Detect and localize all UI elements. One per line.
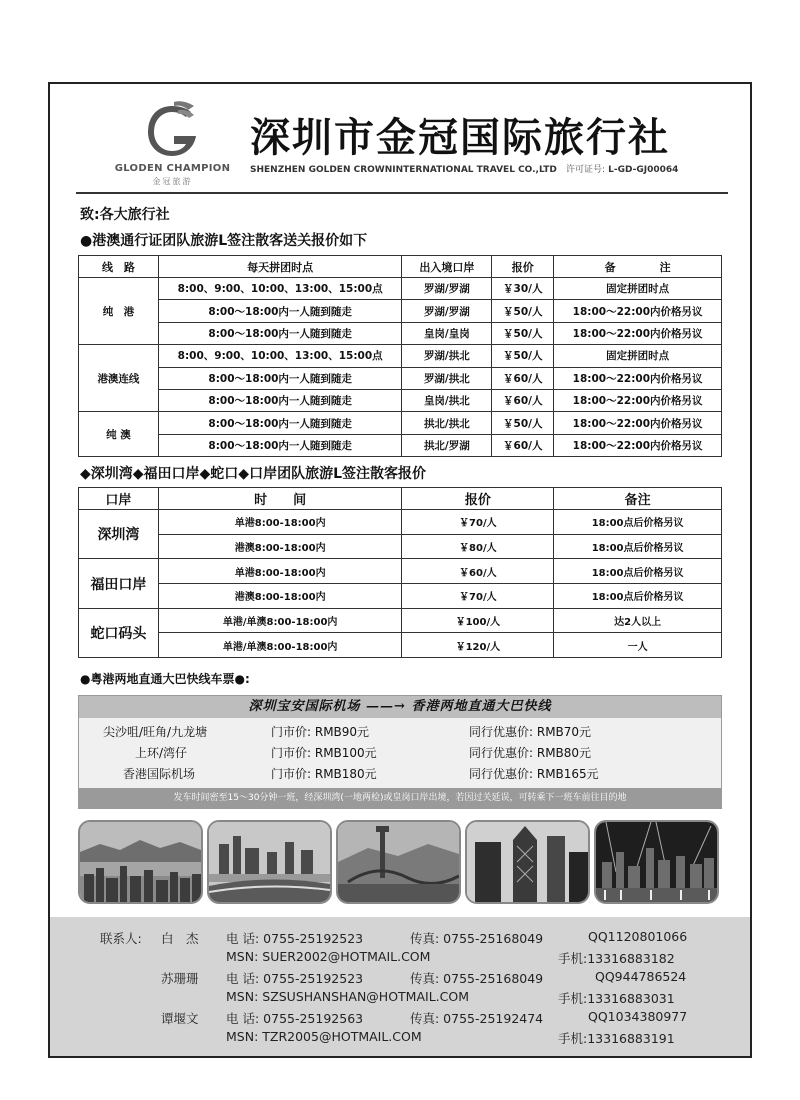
header-cell: 每天拼团时点 — [158, 256, 402, 278]
table-header-row — [79, 256, 722, 278]
time-cell: 8:00～18:00内一人随到随走 — [158, 412, 402, 434]
contact-phone: 电 话: 0755-25192523 — [226, 971, 364, 986]
table-row — [79, 367, 722, 389]
table-header-row — [79, 488, 722, 510]
price-cell: ￥60/人 — [402, 559, 554, 584]
contact-qq: QQ1034380977 — [588, 1009, 688, 1024]
contact-mobile: 手机:13316883182 — [558, 951, 675, 966]
table-row — [79, 510, 722, 535]
price-cell: ￥70/人 — [402, 584, 554, 609]
note-cell: 一人 — [554, 633, 722, 658]
table-row — [79, 584, 722, 609]
table-row — [79, 434, 722, 456]
bus-peer-price: 同行优惠价: RMB80元 — [469, 746, 592, 760]
contact-panel — [50, 917, 750, 1056]
price-cell: ￥60/人 — [492, 434, 554, 456]
note-cell: 达2人以上 — [554, 608, 722, 633]
company-logo — [110, 100, 235, 190]
price-cell: ￥50/人 — [492, 300, 554, 322]
time-cell: 8:00、9:00、10:00、13:00、15:00点 — [158, 278, 402, 300]
note-cell: 18:00～22:00内价格另议 — [554, 389, 722, 411]
port-cell: 拱北/拱北 — [402, 412, 492, 434]
bus-door-price: 门市价: RMB90元 — [271, 725, 370, 739]
contact-mobile: 手机:13316883031 — [558, 991, 675, 1006]
header-cell: 备注 — [554, 488, 722, 510]
bus-fare-row — [79, 743, 723, 763]
table-row — [79, 322, 722, 344]
note-cell: 18:00～22:00内价格另议 — [554, 300, 722, 322]
table-row — [79, 345, 722, 367]
logo-mark-icon — [144, 100, 200, 160]
port-cell: 罗湖/罗湖 — [402, 300, 492, 322]
header-divider — [76, 192, 728, 194]
bus-destination: 香港国际机场 — [123, 767, 196, 781]
price-cell: ￥70/人 — [402, 510, 554, 535]
bus-destination: 上环/湾仔 — [135, 746, 188, 760]
section2-title: ◆深圳湾◆福田口岸◆蛇口◆口岸团队旅游L签注散客报价 — [80, 466, 426, 482]
header-cell: 出入境口岸 — [402, 256, 492, 278]
company-name-en — [250, 162, 700, 175]
time-cell: 8:00～18:00内一人随到随走 — [158, 300, 402, 322]
price-cell: ￥50/人 — [492, 345, 554, 367]
bus-peer-price: 同行优惠价: RMB165元 — [469, 767, 599, 781]
time-cell: 8:00、9:00、10:00、13:00、15:00点 — [158, 345, 402, 367]
note-cell: 固定拼团时点 — [554, 345, 722, 367]
header-cell: 时 间 — [158, 488, 402, 510]
company-name-en-text: SHENZHEN GOLDEN CROWNINTERNATIONAL TRAVEL CO.,LTD — [250, 165, 557, 175]
city-towers-photo — [465, 820, 590, 904]
bus-route-banner: 深圳宝安国际机场 ——→ 香港两地直通大巴快线 — [79, 696, 721, 718]
price-cell: ￥50/人 — [492, 322, 554, 344]
time-cell: 港澳8:00-18:00内 — [158, 584, 402, 609]
header-cell: 报价 — [402, 488, 554, 510]
port-cell: 深圳湾 — [79, 510, 159, 559]
price-cell: ￥60/人 — [492, 389, 554, 411]
harbour-promenade-photo — [207, 820, 332, 904]
port-cell: 拱北/罗湖 — [402, 434, 492, 456]
header-cell: 口岸 — [79, 488, 159, 510]
time-cell: 8:00～18:00内一人随到随走 — [158, 389, 402, 411]
contact-mobile: 手机:13316883191 — [558, 1031, 675, 1046]
logo-english-text: GLODEN CHAMPION — [114, 163, 231, 174]
port-cell: 罗湖/罗湖 — [402, 278, 492, 300]
night-skyline-photo — [594, 820, 719, 904]
addressee-line: 致:各大旅行社 — [80, 207, 170, 223]
contact-fax: 传真: 0755-25168049 — [410, 931, 544, 946]
contact-name: 白 杰 — [161, 931, 199, 946]
time-cell: 单港8:00-18:00内 — [158, 559, 402, 584]
contact-fax: 传真: 0755-25192474 — [410, 1011, 544, 1026]
license-label: 许可证号: — [565, 165, 606, 175]
port-cell: 罗湖/拱北 — [402, 367, 492, 389]
contact-msn: MSN: TZR2005@HOTMAIL.COM — [226, 1029, 422, 1044]
note-cell: 18:00～22:00内价格另议 — [554, 367, 722, 389]
section3-title: ●粤港两地直通大巴快线车票●: — [80, 672, 250, 686]
contact-qq: QQ1120801066 — [588, 929, 688, 944]
port-cell: 蛇口码头 — [79, 608, 159, 657]
note-cell: 18:00点后价格另议 — [554, 534, 722, 559]
price-cell: ￥50/人 — [492, 412, 554, 434]
table-row — [79, 278, 722, 300]
port-cell: 罗湖/拱北 — [402, 345, 492, 367]
route-cell: 港澳连线 — [79, 345, 159, 412]
note-cell: 18:00点后价格另议 — [554, 584, 722, 609]
time-cell: 单港/单澳8:00-18:00内 — [158, 633, 402, 658]
note-cell: 18:00点后价格另议 — [554, 559, 722, 584]
contact-qq: QQ944786524 — [595, 969, 687, 984]
contact-msn: MSN: SUER2002@HOTMAIL.COM — [226, 949, 431, 964]
note-cell: 18:00点后价格另议 — [554, 510, 722, 535]
bus-fare-row — [79, 722, 723, 742]
header-cell: 线 路 — [79, 256, 159, 278]
time-cell: 单港8:00-18:00内 — [158, 510, 402, 535]
note-cell: 固定拼团时点 — [554, 278, 722, 300]
contact-name: 谭堰文 — [161, 1011, 199, 1026]
time-cell: 港澳8:00-18:00内 — [158, 534, 402, 559]
table-row — [79, 300, 722, 322]
company-name-cn: 深圳市金冠国际旅行社 — [250, 114, 670, 161]
table-row — [79, 534, 722, 559]
bus-door-price: 门市价: RMB180元 — [271, 767, 377, 781]
table-row — [79, 633, 722, 658]
contact-name: 苏珊珊 — [161, 971, 199, 986]
license-number: L-GD-GJ00064 — [608, 165, 679, 175]
route-cell: 纯 港 — [79, 278, 159, 345]
bus-door-price: 门市价: RMB100元 — [271, 746, 377, 760]
table-row — [79, 389, 722, 411]
route-cell: 纯 澳 — [79, 412, 159, 457]
table-row — [79, 559, 722, 584]
time-cell: 8:00～18:00内一人随到随走 — [158, 434, 402, 456]
table-row — [79, 608, 722, 633]
contact-msn: MSN: SZSUSHANSHAN@HOTMAIL.COM — [226, 989, 469, 1004]
time-cell: 8:00～18:00内一人随到随走 — [158, 322, 402, 344]
logo-chinese-text: 金冠旅游 — [152, 177, 193, 186]
section2-price-table — [78, 487, 722, 658]
note-cell: 18:00～22:00内价格另议 — [554, 434, 722, 456]
bus-footnote: 发车时间密至15～30分钟一班，经深圳湾(一地两检)或皇岗口岸出境，若因过关延误，可转乘下一班车前往目的地 — [79, 788, 721, 808]
contact-phone: 电 话: 0755-25192523 — [226, 931, 364, 946]
port-cell: 皇岗/拱北 — [402, 389, 492, 411]
contact-label: 联系人: — [100, 931, 142, 946]
table-row — [79, 412, 722, 434]
price-cell: ￥80/人 — [402, 534, 554, 559]
contact-fax: 传真: 0755-25168049 — [410, 971, 544, 986]
price-cell: ￥60/人 — [492, 367, 554, 389]
contact-phone: 电 话: 0755-25192563 — [226, 1011, 364, 1026]
port-cell: 福田口岸 — [79, 559, 159, 608]
bus-fare-row — [79, 764, 723, 784]
price-cell: ￥30/人 — [492, 278, 554, 300]
section1-price-table — [78, 255, 722, 457]
bus-ticket-panel — [78, 695, 722, 809]
time-cell: 单港/单澳8:00-18:00内 — [158, 608, 402, 633]
hk-skyline-photo — [78, 820, 203, 904]
price-cell: ￥120/人 — [402, 633, 554, 658]
header-cell: 备 注 — [554, 256, 722, 278]
note-cell: 18:00～22:00内价格另议 — [554, 412, 722, 434]
section1-title: ●港澳通行证团队旅游L签注散客送关报价如下 — [80, 233, 368, 249]
bus-peer-price: 同行优惠价: RMB70元 — [469, 725, 592, 739]
price-cell: ￥100/人 — [402, 608, 554, 633]
time-cell: 8:00～18:00内一人随到随走 — [158, 367, 402, 389]
port-cell: 皇岗/皇岗 — [402, 322, 492, 344]
ocean-park-photo — [336, 820, 461, 904]
note-cell: 18:00～22:00内价格另议 — [554, 322, 722, 344]
header-cell: 报价 — [492, 256, 554, 278]
bus-destination: 尖沙咀/旺角/九龙塘 — [103, 725, 208, 739]
